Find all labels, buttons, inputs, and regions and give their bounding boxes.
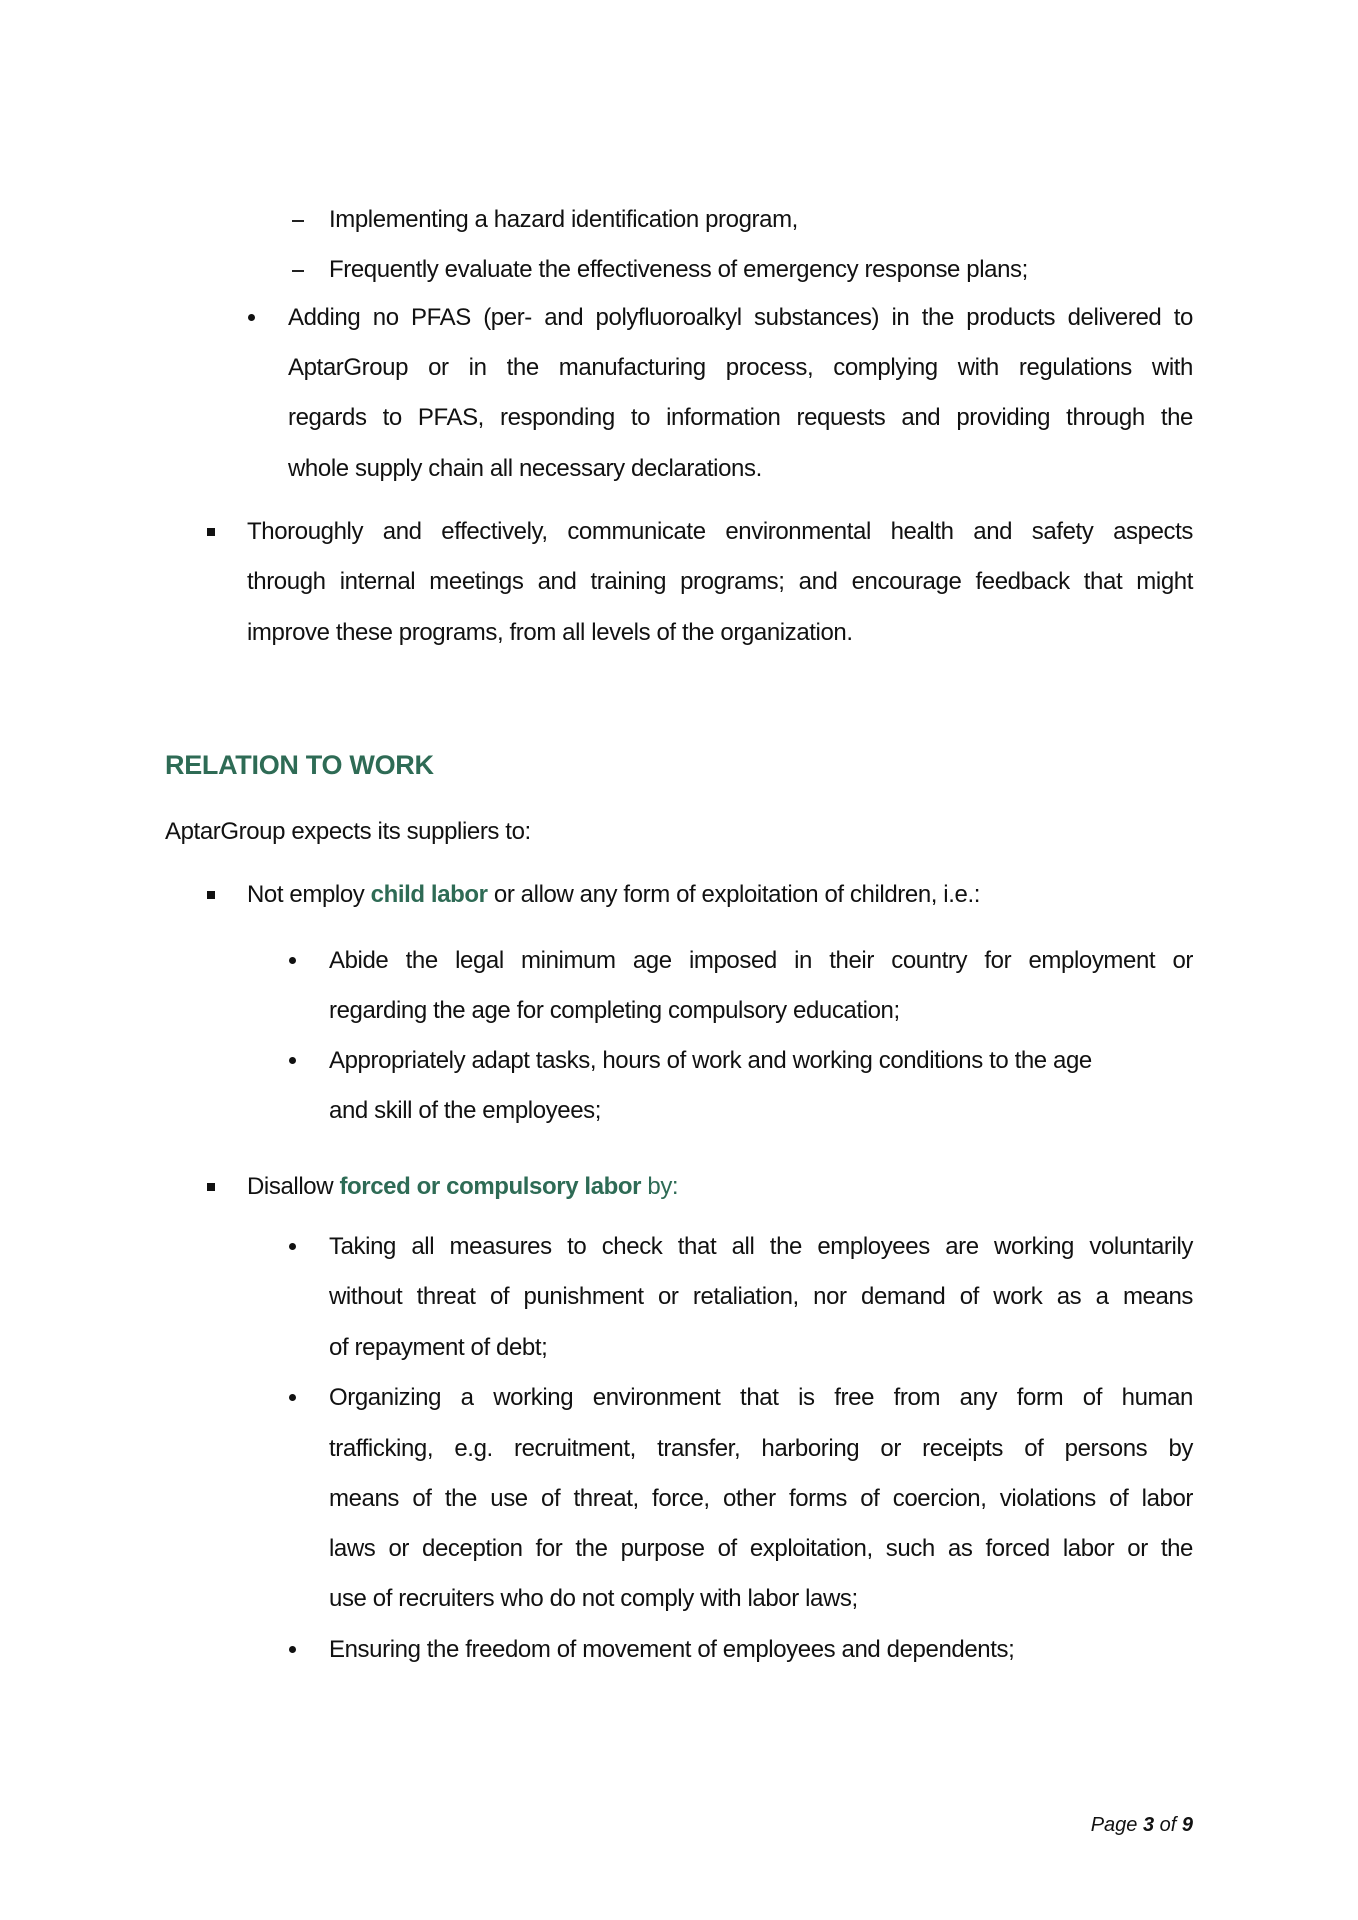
item-suffix: or allow any form of exploitation of children, i.e.: [487,881,980,908]
dash-marker [292,270,304,272]
list-item-line: means of the use of threat, force, other forms of coercion, violations of labor [329,1485,1193,1512]
list-item-line: regarding the age for completing compulsory education; [329,997,900,1024]
total-pages: 9 [1181,1814,1193,1836]
bullet-dot-icon [289,957,296,964]
bullet-dot-icon [289,1057,296,1064]
bullet-square-icon [207,1183,215,1191]
child-labor-item [247,879,980,911]
list-item-line: of repayment of debt; [329,1334,548,1361]
item-suffix: by: [641,1173,679,1200]
of-word: of [1154,1814,1182,1836]
list-item-line: Appropriately adapt tasks, hours of work and working conditions to the age [329,1047,1092,1074]
list-item-line: Adding no PFAS (per- and polyfluoroalkyl substances) in the products delivered to [288,304,1193,331]
list-item-line: Abide the legal minimum age imposed in their country for employment or [329,947,1193,974]
bullet-square-icon [207,891,215,899]
section-intro: AptarGroup expects its suppliers to: [165,818,531,845]
section-heading: RELATION TO WORK [165,750,434,780]
list-item-line: AptarGroup or in the manufacturing process, complying with regulations with [288,354,1193,381]
bullet-dot-icon [289,1646,296,1653]
list-item-line: improve these programs, from all levels of the organization. [247,619,853,646]
list-item-line: trafficking, e.g. recruitment, transfer, harboring or receipts of persons by [329,1435,1193,1462]
bullet-dot-icon [289,1243,296,1250]
bullet-dot-icon [248,314,255,321]
list-item-line: Organizing a working environment that is free from any form of human [329,1384,1193,1411]
item-prefix: Disallow [247,1173,340,1200]
forced-labor-item [247,1171,678,1203]
dash-marker [292,220,304,222]
highlight-term: forced or compulsory labor [339,1173,642,1200]
list-item-line: use of recruiters who do not comply with labor laws; [329,1585,858,1612]
list-item-line: regards to PFAS, responding to information requests and providing through the [288,404,1193,431]
current-page: 3 [1142,1814,1155,1836]
list-item-line: Taking all measures to check that all the employees are working voluntarily [329,1233,1193,1260]
dash-item: Implementing a hazard identification program, [329,206,798,233]
list-item-line: without threat of punishment or retaliation, nor demand of work as a means [329,1283,1193,1310]
list-item-line: Ensuring the freedom of movement of employees and dependents; [329,1636,1015,1663]
page-number [1091,1812,1193,1838]
list-item-line: and skill of the employees; [329,1097,602,1124]
list-item-line: laws or deception for the purpose of exploitation, such as forced labor or the [329,1535,1193,1562]
highlight-term: child labor [370,881,488,908]
list-item-line: through internal meetings and training programs; and encourage feedback that might [247,568,1193,595]
dash-item: Frequently evaluate the effectiveness of emergency response plans; [329,256,1028,283]
item-prefix: Not employ [247,881,371,908]
bullet-dot-icon [289,1394,296,1401]
list-item-line: Thoroughly and effectively, communicate environmental health and safety aspects [247,518,1193,545]
list-item-line: whole supply chain all necessary declarations. [288,455,762,482]
page-word: Page [1090,1814,1143,1836]
bullet-square-icon [207,528,215,536]
